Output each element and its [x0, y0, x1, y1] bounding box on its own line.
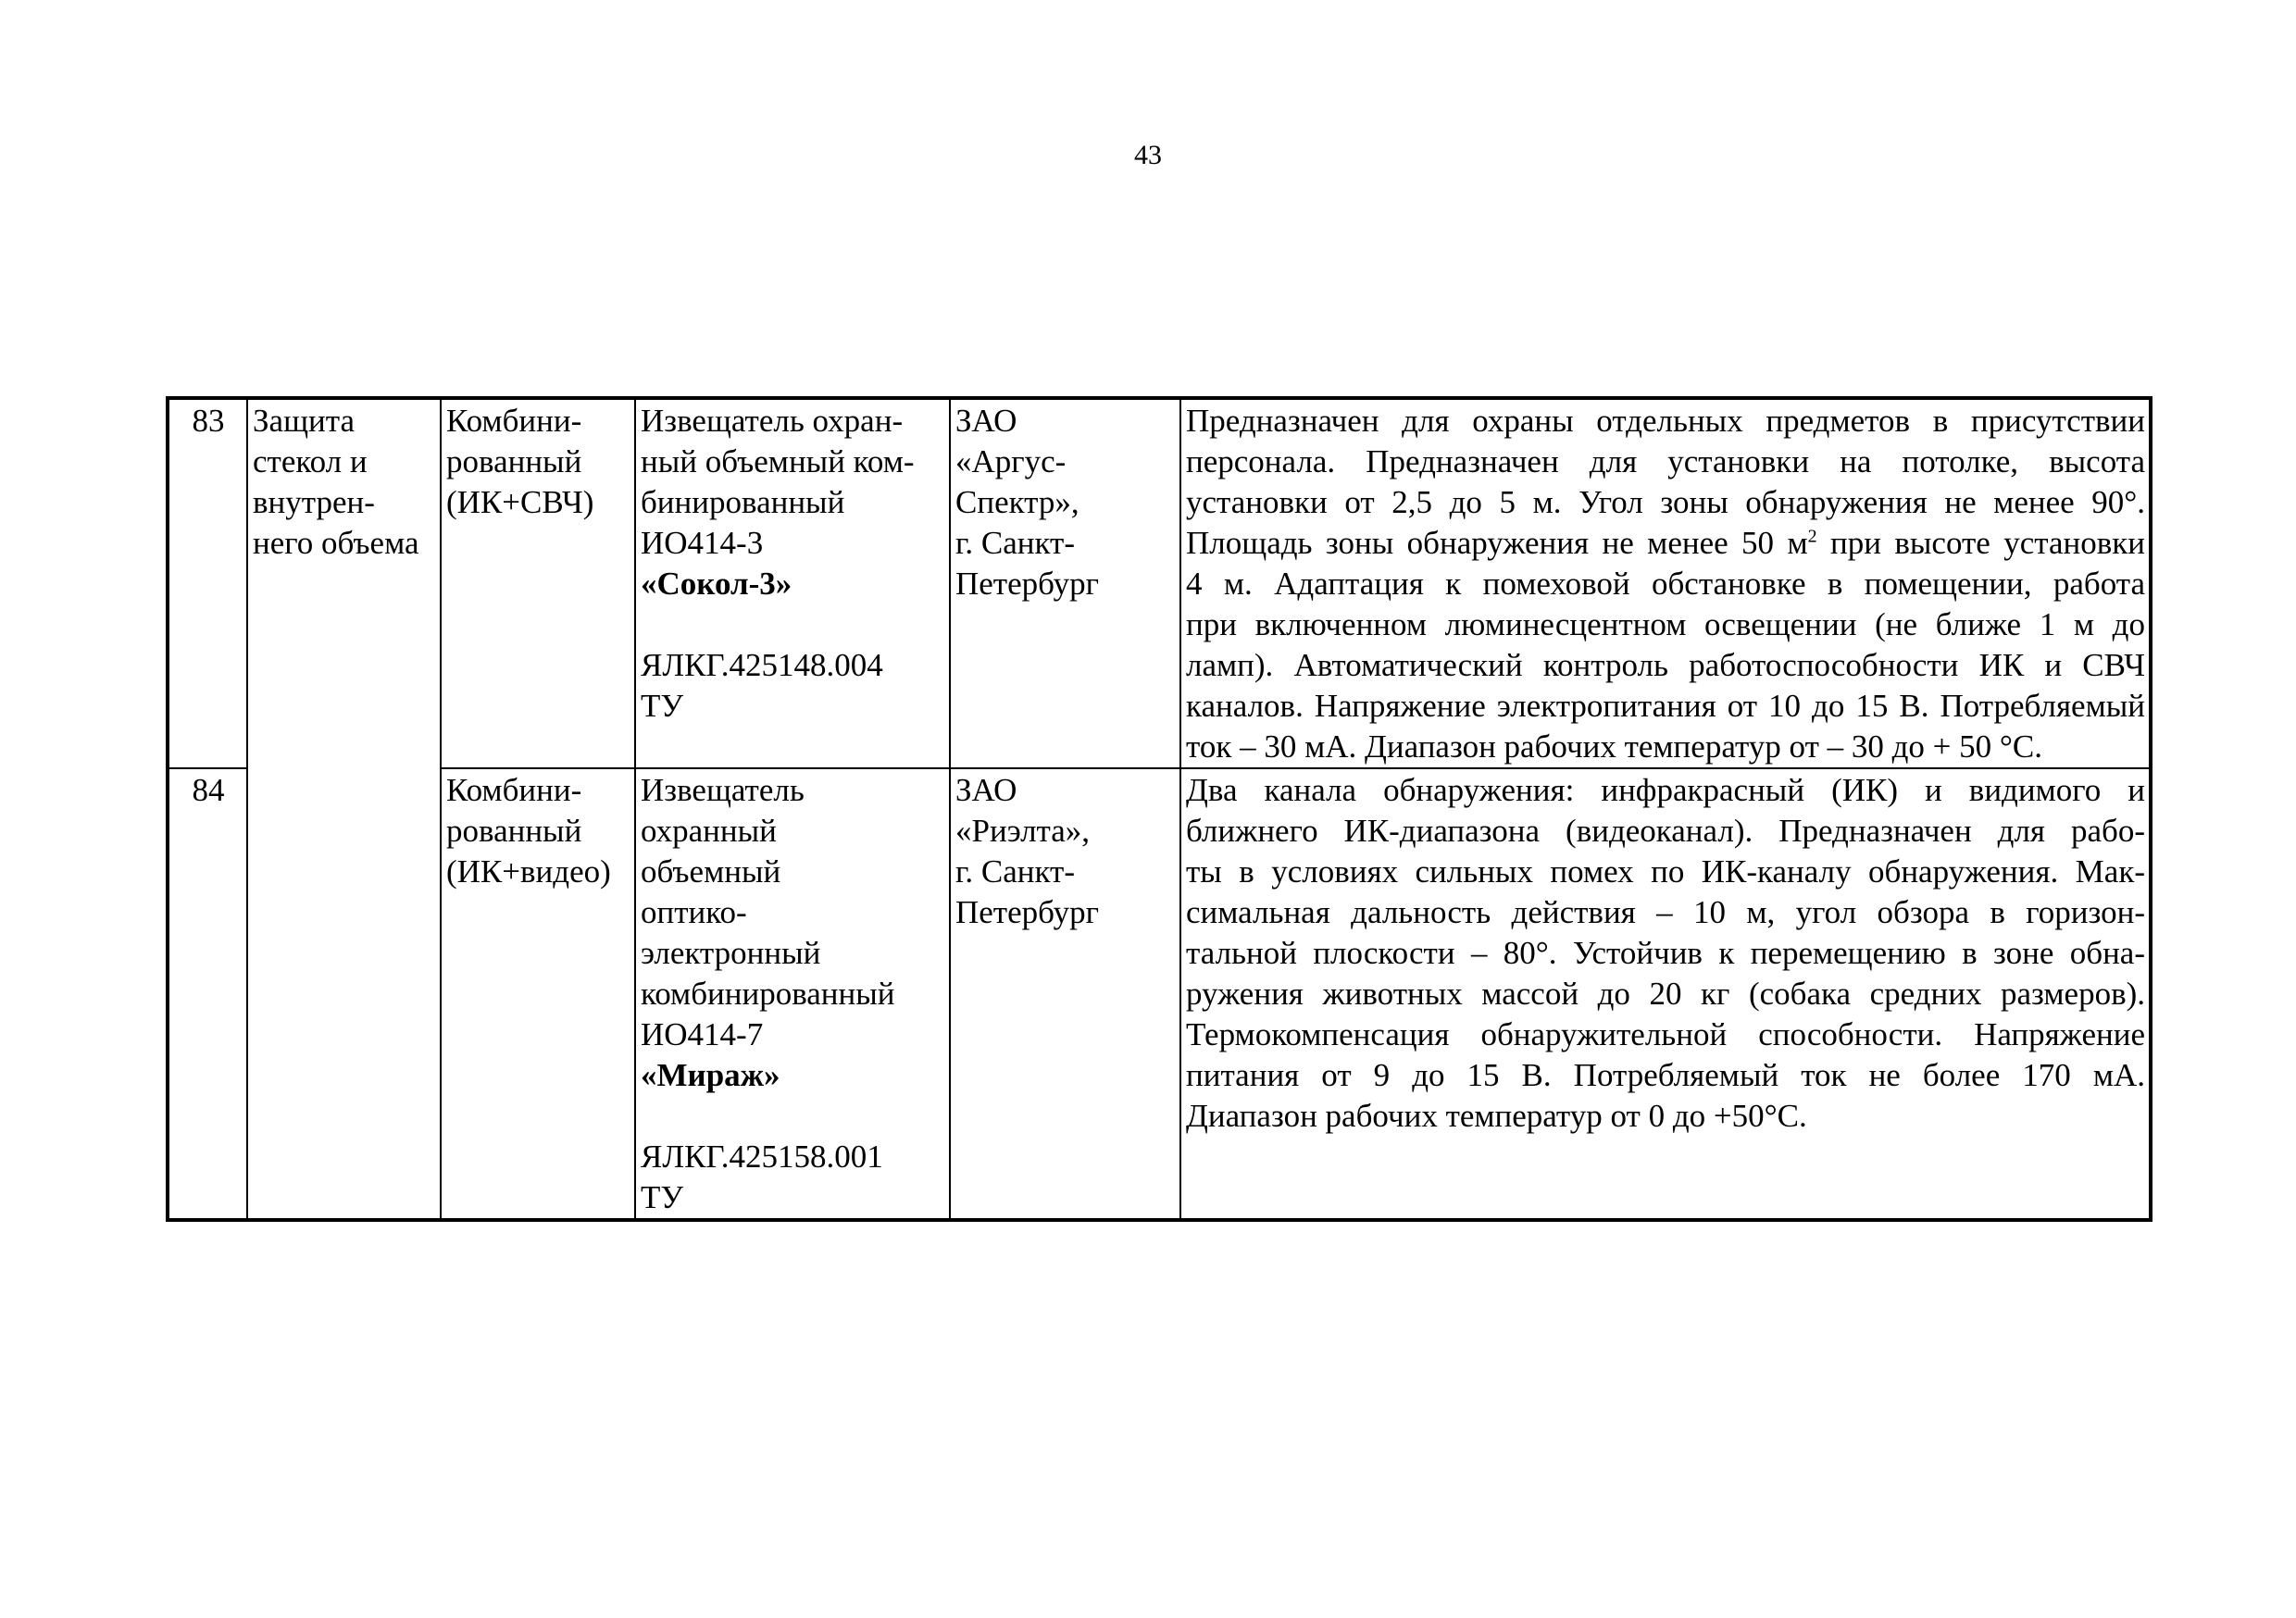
name-line: ИО414-3 — [641, 525, 764, 561]
description-line: ток – 30 мА. Диапазон рабочих температур от – 30 до + 50 °С. — [1186, 728, 2043, 765]
purpose-line: него объема — [253, 525, 419, 561]
name-line: комбинированный — [641, 976, 895, 1012]
table-row — [168, 768, 2151, 1220]
model-name: «Мираж» — [641, 1057, 780, 1093]
maker-line: г. Санкт- — [955, 853, 1076, 890]
maker-line: ЗАО — [955, 772, 1017, 808]
name-line: электронный — [641, 935, 821, 971]
spec-code-line: ЯЛКГ.425158.001 — [641, 1139, 883, 1175]
description-line: симальная дальность действия – 10 м, угол обзора в горизон- — [1186, 894, 2145, 930]
description-line: при включенном люминесцентном освещении (не ближе 1 м до — [1186, 606, 2145, 642]
page-number: 43 — [1134, 140, 1162, 170]
maker-line: Спектр», — [955, 484, 1079, 520]
spec-code-line: ТУ — [641, 688, 684, 724]
detector-type-cell — [441, 768, 635, 1220]
maker-line: ЗАО — [955, 403, 1017, 439]
manufacturer-cell — [950, 768, 1180, 1220]
type-line: рованный — [446, 813, 582, 849]
maker-line: Петербург — [955, 894, 1099, 930]
type-line: рованный — [446, 443, 582, 479]
spec-code-line: ЯЛКГ.425148.004 — [641, 647, 883, 683]
name-line: ный объемный ком- — [641, 443, 915, 479]
maker-line: г. Санкт- — [955, 525, 1076, 561]
row-number: 84 — [168, 768, 247, 1220]
description-line: 4 м. Адаптация к помеховой обстановке в помещении, работа — [1186, 566, 2145, 602]
detector-type-cell — [441, 398, 635, 768]
description-text: Площадь зоны обнаружения не менее 50 м — [1186, 525, 1808, 561]
description-line: ближнего ИК-диапазона (видеоканал). Предназначен для рабо- — [1186, 813, 2145, 849]
description-line: ружения животных массой до 20 кг (собака средних размеров). — [1186, 976, 2145, 1012]
type-line: Комбини- — [446, 772, 582, 808]
description-line: Предназначен для охраны отдельных предметов в присутствии — [1186, 403, 2145, 439]
purpose-line: Защита — [253, 403, 356, 439]
type-line: (ИК+видео) — [446, 853, 611, 890]
description-line: ламп). Автоматический контроль работоспособности ИК и СВЧ — [1186, 647, 2145, 683]
detector-name-cell — [635, 398, 950, 768]
description-text: при высоте установки — [1816, 525, 2145, 561]
description-line: тальной плоскости – 80°. Устойчив к перемещению в зоне обна- — [1186, 935, 2145, 971]
name-line: Извещатель — [641, 772, 805, 808]
spec-code-line: ТУ — [641, 1179, 684, 1215]
manufacturer-cell — [950, 398, 1180, 768]
row-number: 83 — [168, 398, 247, 768]
maker-line: Петербург — [955, 566, 1099, 602]
superscript: 2 — [1807, 526, 1817, 547]
model-name: «Сокол-3» — [641, 566, 792, 602]
description-line: каналов. Напряжение электропитания от 10 до 15 В. Потребляемый — [1186, 688, 2145, 724]
name-line: ИО414-7 — [641, 1016, 764, 1052]
maker-line: «Риэлта», — [955, 813, 1091, 849]
description-line: Термокомпенсация обнаружительной способности. Напряжение — [1186, 1016, 2145, 1052]
description-line: Два канала обнаружения: инфракрасный (ИК) и видимого и — [1186, 772, 2145, 808]
description-cell — [1180, 768, 2151, 1220]
name-line: бинированный — [641, 484, 845, 520]
name-line: объемный — [641, 853, 781, 890]
description-cell — [1180, 398, 2151, 768]
type-line: (ИК+СВЧ) — [446, 484, 594, 520]
purpose-cell — [247, 398, 441, 1220]
name-line: оптико- — [641, 894, 747, 930]
description-line: ты в условиях сильных помех по ИК-каналу обнаружения. Мак- — [1186, 853, 2145, 890]
description-line: персонала. Предназначен для установки на потолке, высота — [1186, 443, 2145, 479]
purpose-line: стекол и — [253, 443, 368, 479]
purpose-line: внутрен- — [253, 484, 375, 520]
detector-name-cell — [635, 768, 950, 1220]
description-line-area — [1186, 523, 2145, 564]
description-line: Диапазон рабочих температур от 0 до +50°С. — [1186, 1098, 1807, 1134]
type-line: Комбини- — [446, 403, 582, 439]
equipment-table — [166, 396, 2152, 1222]
table-row — [168, 398, 2151, 768]
name-line: Извещатель охран- — [641, 403, 904, 439]
description-line: питания от 9 до 15 В. Потребляемый ток не более 170 мА. — [1186, 1057, 2145, 1093]
name-line: охранный — [641, 813, 777, 849]
maker-line: «Аргус- — [955, 443, 1067, 479]
description-line: установки от 2,5 до 5 м. Угол зоны обнаружения не менее 90°. — [1186, 484, 2145, 520]
